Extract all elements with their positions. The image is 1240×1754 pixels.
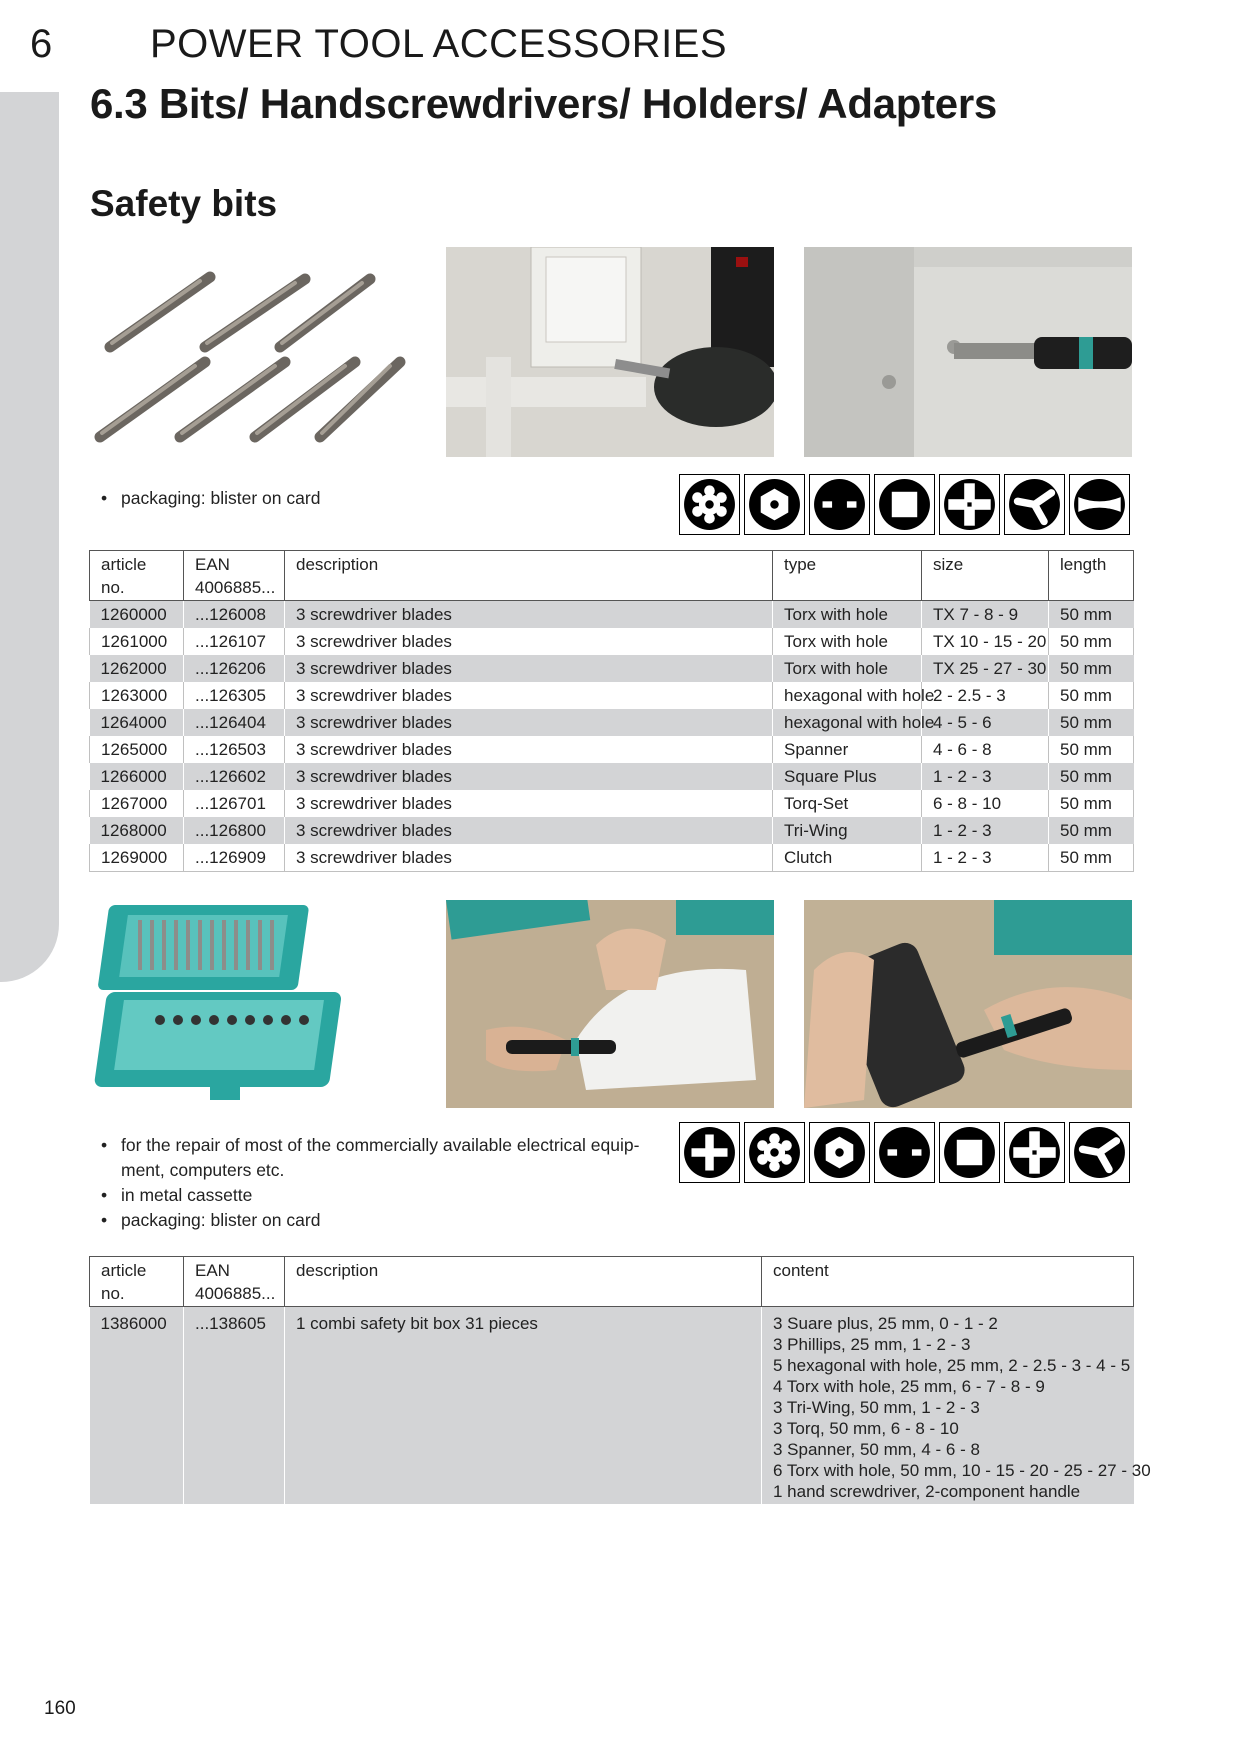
content-line: 6 Torx with hole, 50 mm, 10 - 15 - 20 - 25 - 27 - 30 [773,1461,1151,1480]
chapter-side-tab [0,92,59,982]
table-cell: 1 - 2 - 3 [922,844,1049,872]
column-header: description [285,551,773,601]
table-row [90,1307,1134,1505]
product-photo-bits [90,247,415,455]
chapter-number: 6 [30,22,53,66]
content-line: 3 Spanner, 50 mm, 4 - 6 - 8 [773,1440,980,1459]
table-cell: ...126602 [184,763,285,790]
table-cell: 3 screwdriver blades [285,709,773,736]
column-header: article no. [90,1257,184,1307]
table-cell: 50 mm [1049,844,1134,872]
table-row [90,817,1134,844]
table-cell: 50 mm [1049,628,1134,655]
table-cell: 1268000 [90,817,184,844]
column-header: EAN 4006885... [184,1257,285,1307]
table-cell: ...126909 [184,844,285,872]
bullet-item: • in metal cassette [91,1183,639,1208]
table-cell: 3 screwdriver blades [285,790,773,817]
subsection-title: Safety bits [90,183,278,224]
bit-type-icons-1 [679,474,1130,535]
table-cell: 1267000 [90,790,184,817]
bullet-item: • packaging: blister on card [91,486,320,511]
table-cell: 1 - 2 - 3 [922,817,1049,844]
table-cell: ...126305 [184,682,285,709]
section-title: 6.3 Bits/ Handscrewdrivers/ Holders/ Adapters [90,80,997,127]
table-cell: TX 7 - 8 - 9 [922,601,1049,629]
column-header: article no. [90,551,184,601]
bullet-item-continuation: ment, computers etc. [121,1160,285,1180]
column-header: description [285,1257,762,1307]
table-cell: Torx with hole [773,655,922,682]
table-row [90,601,1134,629]
product-photo-iron-repair [446,900,774,1108]
table-row [90,655,1134,682]
square-plus-icon [939,474,1000,535]
table-cell: 3 screwdriver blades [285,817,773,844]
hex-socket-icon [809,1122,870,1183]
bullet-item: • for the repair of most of the commercially available electrical equip- [91,1133,639,1158]
content-line: 1 hand screwdriver, 2-component handle [773,1482,1081,1501]
table-cell: TX 25 - 27 - 30 [922,655,1049,682]
table-cell: hexagonal with hole [773,682,922,709]
table-cell: 3 screwdriver blades [285,763,773,790]
table-row [90,790,1134,817]
table-cell: ...126404 [184,709,285,736]
table-cell: 1260000 [90,601,184,629]
table-cell: ...126503 [184,736,285,763]
table-cell: 3 screwdriver blades [285,844,773,872]
table-cell: Torq-Set [773,790,922,817]
bullet-list-2 [91,1133,639,1233]
table-row [90,763,1134,790]
square-icon [939,1122,1000,1183]
table-cell: Torx with hole [773,601,922,629]
table-cell: ...126107 [184,628,285,655]
bullet-item: • packaging: blister on card [91,1208,639,1233]
product-photo-drill-cabinet [446,247,774,457]
table-cell: hexagonal with hole [773,709,922,736]
safety-bits-table [89,550,1134,872]
table-row [90,628,1134,655]
table-cell: 50 mm [1049,709,1134,736]
table-cell: 1264000 [90,709,184,736]
table-cell: 1266000 [90,763,184,790]
table-cell: Clutch [773,844,922,872]
table-cell: ...126206 [184,655,285,682]
table-cell: 4 - 6 - 8 [922,736,1049,763]
table-cell: 50 mm [1049,763,1134,790]
spanner-icon [874,1122,935,1183]
content-line: 3 Suare plus, 25 mm, 0 - 1 - 2 [773,1314,998,1333]
column-header: content [762,1257,1134,1307]
table-cell: 1 - 2 - 3 [922,763,1049,790]
table-cell: 50 mm [1049,817,1134,844]
table-row [90,709,1134,736]
table-cell: 1263000 [90,682,184,709]
table-cell: ...126800 [184,817,285,844]
content-line: 3 Phillips, 25 mm, 1 - 2 - 3 [773,1335,971,1354]
column-header: size [922,551,1049,601]
table-cell: 3 screwdriver blades [285,682,773,709]
page-number: 160 [44,1698,76,1719]
table-row [90,736,1134,763]
table-cell: 50 mm [1049,736,1134,763]
article-cell: 1386000 [90,1307,184,1505]
column-header: length [1049,551,1134,601]
table-cell: 3 screwdriver blades [285,655,773,682]
table-cell: ...126701 [184,790,285,817]
description-cell: 1 combi safety bit box 31 pieces [285,1307,762,1505]
table-cell: 3 screwdriver blades [285,628,773,655]
table-cell: 50 mm [1049,601,1134,629]
square-icon [874,474,935,535]
content-cell [762,1307,1151,1505]
tri-wing-icon [1004,474,1065,535]
combi-box-table [89,1256,1151,1504]
chapter-title: POWER TOOL ACCESSORIES [150,22,728,66]
spanner-icon [809,474,870,535]
torx-icon [679,474,740,535]
content-line: 4 Torx with hole, 25 mm, 6 - 7 - 8 - 9 [773,1377,1045,1396]
table-cell: Tri-Wing [773,817,922,844]
ean-cell: ...138605 [184,1307,285,1505]
table-cell: 6 - 8 - 10 [922,790,1049,817]
table-cell: Spanner [773,736,922,763]
content-line: 3 Torq, 50 mm, 6 - 8 - 10 [773,1419,959,1438]
product-photo-bit-in-housing [804,247,1132,457]
table-cell: 1265000 [90,736,184,763]
bullet-list-1 [91,486,320,511]
phillips-icon [679,1122,740,1183]
content-line: 5 hexagonal with hole, 25 mm, 2 - 2.5 - 3 - 4 - 5 [773,1356,1131,1375]
column-header: type [773,551,922,601]
clutch-icon [1069,474,1130,535]
table-row [90,682,1134,709]
table-cell: ...126008 [184,601,285,629]
table-cell: 50 mm [1049,790,1134,817]
table-cell: 1261000 [90,628,184,655]
hex-socket-icon [744,474,805,535]
table-cell: Torx with hole [773,628,922,655]
torx-icon [744,1122,805,1183]
table-header [90,1257,1134,1307]
table-cell: 4 - 5 - 6 [922,709,1049,736]
column-header: EAN 4006885... [184,551,285,601]
product-photo-phone-repair [804,900,1132,1108]
table-header [90,551,1134,601]
product-photo-bit-box [90,900,415,1108]
tri-wing-icon [1069,1122,1130,1183]
table-cell: 1262000 [90,655,184,682]
table-cell: TX 10 - 15 - 20 [922,628,1049,655]
table-cell: 3 screwdriver blades [285,736,773,763]
table-cell: 50 mm [1049,655,1134,682]
table-cell: 1269000 [90,844,184,872]
table-row [90,844,1134,872]
table-cell: Square Plus [773,763,922,790]
table-cell: 3 screwdriver blades [285,601,773,629]
square-plus-icon [1004,1122,1065,1183]
content-line: 3 Tri-Wing, 50 mm, 1 - 2 - 3 [773,1398,980,1417]
bit-type-icons-2 [679,1122,1130,1183]
table-cell: 2 - 2.5 - 3 [922,682,1049,709]
table-cell: 50 mm [1049,682,1134,709]
